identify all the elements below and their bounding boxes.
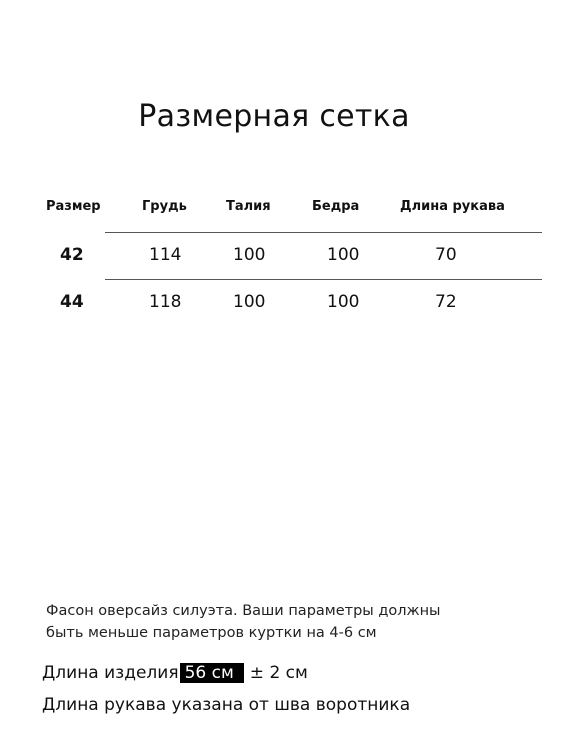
row-divider: [105, 232, 542, 233]
cell-sleeve-length: 70: [435, 245, 457, 265]
cell-sleeve-length: 72: [435, 292, 457, 312]
cell-waist: 100: [233, 292, 266, 312]
product-length-value: 56 см: [180, 663, 244, 683]
header-hips: Бедра: [312, 199, 360, 214]
header-chest: Грудь: [142, 199, 187, 214]
header-sleeve-length: Длина рукава: [400, 199, 505, 214]
fit-note: [46, 600, 516, 644]
cell-size: 42: [60, 245, 84, 265]
product-length-tolerance: ± 2 см: [249, 663, 308, 683]
product-length: [42, 663, 308, 683]
cell-hips: 100: [327, 292, 360, 312]
product-length-label: Длина изделия: [42, 663, 179, 683]
header-size: Размер: [46, 199, 101, 214]
table-row: [40, 232, 520, 279]
header-waist: Талия: [226, 199, 271, 214]
page-title: Размерная сетка: [138, 99, 410, 134]
cell-chest: 114: [149, 245, 182, 265]
fit-note-line-1: Фасон оверсайз силуэта. Ваши параметры должны: [46, 603, 441, 619]
fit-note-line-2: быть меньше параметров куртки на 4-6 см: [46, 625, 377, 641]
cell-size: 44: [60, 292, 84, 312]
sleeve-note: Длина рукава указана от шва воротника: [42, 695, 411, 715]
cell-chest: 118: [149, 292, 182, 312]
cell-waist: 100: [233, 245, 266, 265]
table-header-row: [40, 196, 520, 232]
row-divider: [105, 279, 542, 280]
size-table: [40, 196, 520, 326]
table-row: [40, 279, 520, 326]
cell-hips: 100: [327, 245, 360, 265]
